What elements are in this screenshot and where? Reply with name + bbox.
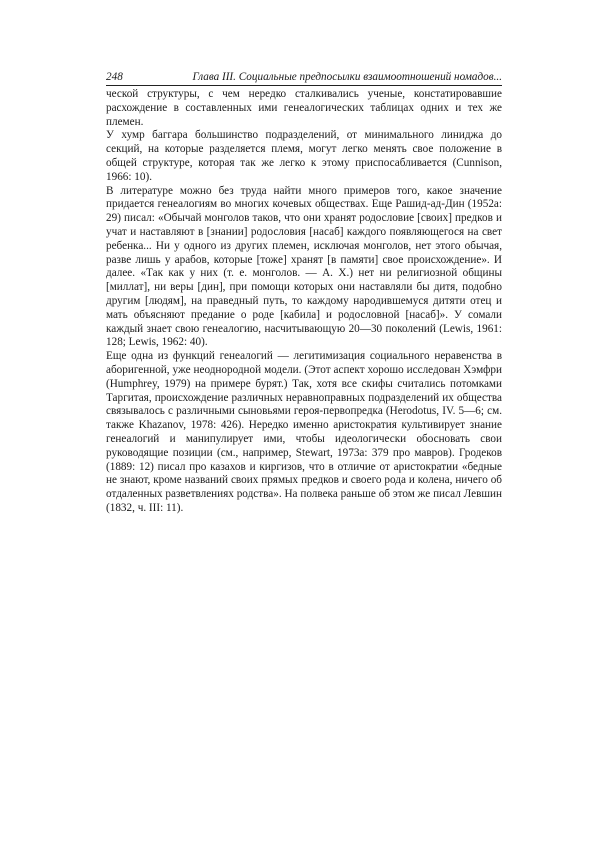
- paragraph: В литературе можно без труда найти много примеров того, какое значение придается генеалогиям во многих кочевых обществах. Еще Рашид-ад-Дин (1952a: 29) писал: «Обычай монголов таков, что они хранят родословие [своих] предков и учат и наставляют в [знании] родословия [насаб] каждого появляющегося на свет ребенка... Ни у одного из других племен, исключая монголов, нет этого обычая, разве лишь у арабов, которые [тоже] хранят [в памяти] свое происхождение». И далее. «Так как у них (т. е. монголов. — А. Х.) нет ни религиозной общины [миллат], ни веры [дин], при помощи которых они наставляли бы дитя, подобно другим [людям], на праведный путь, то каждому народившемуся дитяти отец и мать объясняют предание о роде [кабила] и родословной [насаб]». У сомали каждый знает свою генеалогию, насчитывающую 20—30 поколений (Lewis, 1961: 128; Lewis, 1962: 40).: [106, 184, 502, 349]
- paragraph: ческой структуры, с чем нередко сталкивались ученые, констатировавшие расхождение в составленных ими генеалогических таблицах одних и тех же племен.: [106, 88, 502, 128]
- page-number: 248: [106, 71, 123, 83]
- running-header: [106, 70, 502, 86]
- paragraph: Еще одна из функций генеалогий — легитимизация социального неравенства в аборигенной, уже неоднородной модели. (Этот аспект хорошо исследован Хэмфри (Humphrey, 1979) на примере бурят.) Так, хотя все скифы считались потомками Таргитая, происхождение различных неравноправных подразделений их общества связывалось с различными сыновьями героя-первопредка (Herodotus, IV. 5—6; см. также Khazanov, 1978: 426). Нередко именно аристократия культивирует знание генеалогий и манипулирует ими, чтобы идеологически обосновать свои руководящие позиции (см., например, Stewart, 1973a: 379 про мавров). Гродеков (1889: 12) писал про казахов и киргизов, что в отличие от аристократии «бедные не знают, кроме названий своих прямых предков и своего рода и колена, ничего об отдаленных разветвлениях родства». На полвека раньше об этом же писал Левшин (1832, ч. III: 11).: [106, 350, 502, 514]
- paragraph: У хумр баггара большинство подразделений, от минимального линиджа до секций, на которые разделяется племя, могут легко менять свое положение в общей структуре, которая так же легко к этому приспосабливается (Cunnison, 1966: 10).: [106, 129, 502, 183]
- body-text: [106, 88, 502, 516]
- running-title: Глава III. Социальные предпосылки взаимоотношений номадов...: [192, 71, 502, 83]
- document-page: [106, 70, 502, 516]
